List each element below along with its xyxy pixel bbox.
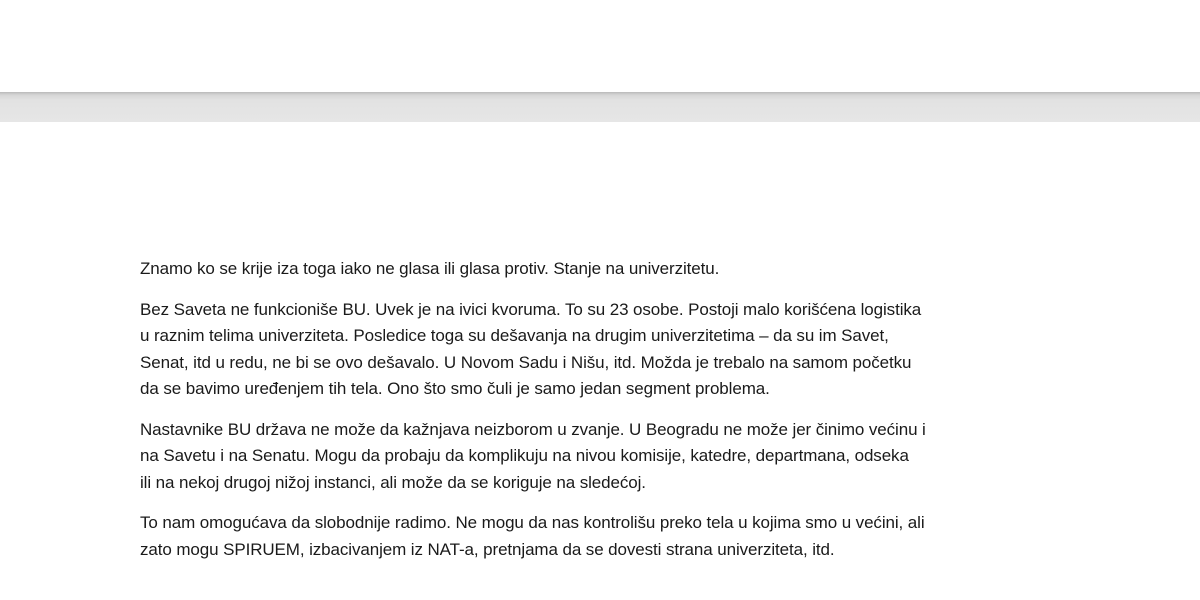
previous-page-bottom bbox=[0, 0, 1200, 92]
paragraph-4 bbox=[140, 510, 1070, 563]
page-separator bbox=[0, 92, 1200, 122]
text-line: Nastavnike BU država ne može da kažnjava neizborom u zvanje. U Beogradu ne može jer činimo većinu i bbox=[140, 419, 926, 439]
text-line: na Savetu i na Senatu. Mogu da probaju da komplikuju na nivou komisije, katedre, departmana, odseka bbox=[140, 446, 909, 465]
text-line: u raznim telima univerziteta. Posledice toga su dešavanja na drugim univerzitetima – da su im Savet, bbox=[140, 326, 889, 345]
text-line: Znamo ko se krije iza toga iako ne glasa ili glasa protiv. Stanje na univerzitetu. bbox=[140, 259, 720, 278]
document-page bbox=[0, 122, 1200, 600]
text-line: To nam omogućava da slobodnije radimo. Ne mogu da nas kontrolišu preko tela u kojima smo u većini, ali bbox=[140, 513, 925, 532]
paragraph-3 bbox=[140, 417, 1070, 497]
text-line: da se bavimo uređenjem tih tela. Ono što smo čuli je samo jedan segment problema. bbox=[140, 379, 770, 398]
page-body bbox=[140, 256, 1070, 577]
text-line: Senat, itd u redu, ne bi se ovo dešavalo. U Novom Sadu i Nišu, itd. Možda je trebalo na samom početku bbox=[140, 352, 912, 372]
text-line: zato mogu SPIRUEM, izbacivanjem iz NAT-a, pretnjama da se dovesti strana univerziteta, itd. bbox=[140, 539, 835, 559]
text-line: Bez Saveta ne funkcioniše BU. Uvek je na ivici kvoruma. To su 23 osobe. Postoji malo korišćena logistika bbox=[140, 299, 922, 319]
text-line: ili na nekoj drugoj nižoj instanci, ali može da se koriguje na sledećoj. bbox=[140, 472, 646, 492]
paragraph-1 bbox=[140, 256, 1070, 283]
paragraph-2 bbox=[140, 297, 1070, 403]
